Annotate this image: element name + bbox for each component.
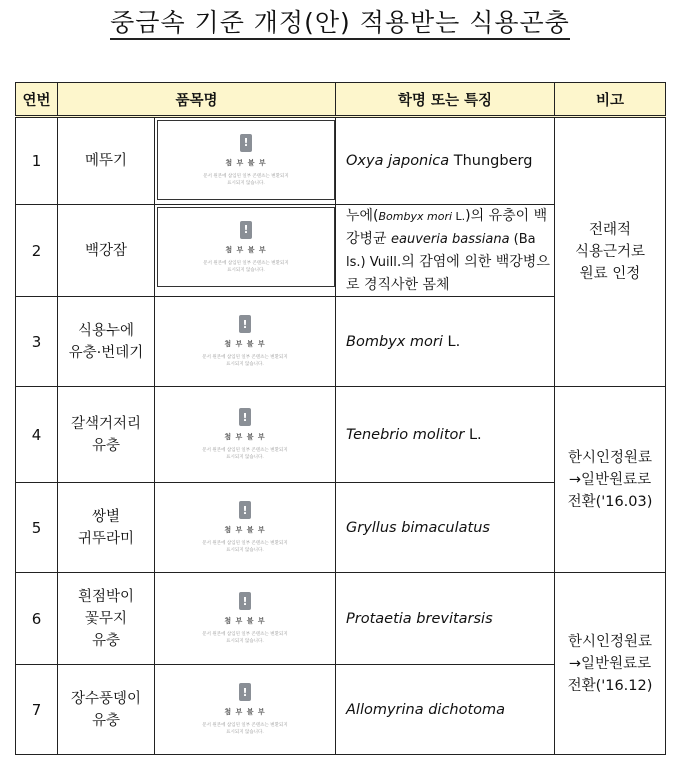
placeholder-title: 첨 부 불 부 [224, 433, 266, 441]
image-placeholder [157, 207, 335, 287]
item-name [58, 665, 155, 755]
header-no: 연번 [16, 83, 58, 117]
item-name-line: 장수풍뎅이 [70, 690, 142, 707]
placeholder-text: 문서 원본에 삽입된 일부 콘텐츠는 변환되지 표시되지 않습니다. [203, 260, 289, 273]
row-number: 6 [16, 573, 58, 665]
title-text: 중금속 기준 개정(안) 적용받는 식용곤충 [110, 8, 570, 40]
insect-table [15, 82, 666, 755]
placeholder-text: 문서 원본에 삽입된 일부 콘텐츠는 변환되지 표시되지 않습니다. [202, 723, 288, 735]
item-name-line: 유충 [91, 712, 120, 729]
warning-icon: ! [239, 592, 251, 610]
image-cell [155, 387, 336, 483]
scientific-name: Gryllus bimaculatus [336, 483, 555, 573]
document-title [0, 8, 680, 40]
note-cell: 한시인정원료 →일반원료로 전환('16.12) [555, 573, 666, 755]
scientific-name: Protaetia brevitarsis [336, 573, 555, 665]
item-name-line: 갈색거저리 [70, 415, 142, 432]
image-placeholder [157, 489, 333, 567]
item-name [58, 573, 155, 665]
feature-description: 누에(Bombyx mori L.)의 유충이 백강병균 eauveria bassiana (Ba ls.) Vuill.의 감염에 의한 백강병으로 경직사한 몸체 [336, 205, 555, 297]
placeholder-title: 첨 부 불 부 [225, 158, 267, 167]
item-name [58, 117, 155, 205]
image-placeholder [157, 303, 333, 381]
scientific-name: Oxya japonica Thungberg [336, 117, 555, 205]
header-item: 품목명 [58, 83, 336, 117]
header-note: 비고 [555, 83, 666, 117]
item-name-line: 메뚜기 [84, 153, 128, 169]
placeholder-text: 문서 원본에 삽입된 일부 콘텐츠는 변환되지 표시되지 않습니다. [202, 448, 288, 460]
placeholder-text: 문서 원본에 삽입된 일부 콘텐츠는 변환되지 표시되지 않습니다. [202, 355, 288, 367]
item-name [58, 387, 155, 483]
warning-icon: ! [239, 501, 251, 519]
image-cell [155, 665, 336, 755]
placeholder-text: 문서 원본에 삽입된 일부 콘텐츠는 변환되지 표시되지 않습니다. [202, 632, 288, 644]
image-placeholder [157, 120, 335, 200]
item-name [58, 205, 155, 297]
warning-icon: ! [239, 315, 251, 333]
placeholder-title: 첨 부 불 부 [224, 617, 266, 625]
note-cell: 전래적 식용근거로 원료 인정 [555, 117, 666, 387]
placeholder-text: 문서 원본에 삽입된 일부 콘텐츠는 변환되지 표시되지 않습니다. [203, 173, 289, 186]
image-cell [155, 205, 336, 297]
image-cell [155, 117, 336, 205]
item-name [58, 297, 155, 387]
row-number: 5 [16, 483, 58, 573]
placeholder-title: 첨 부 불 부 [224, 526, 266, 534]
placeholder-text: 문서 원본에 삽입된 일부 콘텐츠는 변환되지 표시되지 않습니다. [202, 541, 288, 553]
table-row [16, 387, 666, 483]
scientific-name: Tenebrio molitor L. [336, 387, 555, 483]
warning-icon: ! [239, 408, 251, 426]
warning-icon: ! [239, 683, 251, 701]
header-desc: 학명 또는 특징 [336, 83, 555, 117]
item-name [58, 483, 155, 573]
table-header-row [16, 83, 666, 117]
note-cell: 한시인정원료 →일반원료로 전환('16.03) [555, 387, 666, 573]
image-placeholder [157, 671, 333, 749]
placeholder-title: 첨 부 불 부 [225, 245, 267, 254]
placeholder-title: 첨 부 불 부 [224, 708, 266, 716]
image-placeholder [157, 396, 333, 474]
image-cell [155, 483, 336, 573]
placeholder-title: 첨 부 불 부 [224, 340, 266, 348]
image-cell [155, 573, 336, 665]
table-row [16, 573, 666, 665]
row-number: 4 [16, 387, 58, 483]
item-name-line: 꽃무지 [84, 610, 128, 627]
row-number: 1 [16, 117, 58, 205]
item-name-line: 유충 [91, 632, 120, 649]
warning-icon: ! [240, 134, 252, 152]
table-row [16, 117, 666, 205]
item-name-line: 귀뚜라미 [77, 530, 135, 547]
item-name-line: 쌍별 [91, 508, 120, 525]
image-placeholder [157, 580, 333, 658]
scientific-name: Bombyx mori L. [336, 297, 555, 387]
image-cell [155, 297, 336, 387]
row-number: 7 [16, 665, 58, 755]
scientific-name: Allomyrina dichotoma [336, 665, 555, 755]
row-number: 2 [16, 205, 58, 297]
item-name-line: 유충·번데기 [68, 344, 144, 361]
item-name-line: 식용누에 [77, 322, 135, 339]
warning-icon: ! [240, 221, 252, 239]
row-number: 3 [16, 297, 58, 387]
item-name-line: 유충 [91, 437, 120, 454]
item-name-line: 백강잠 [84, 242, 128, 259]
item-name-line: 흰점박이 [77, 588, 135, 605]
